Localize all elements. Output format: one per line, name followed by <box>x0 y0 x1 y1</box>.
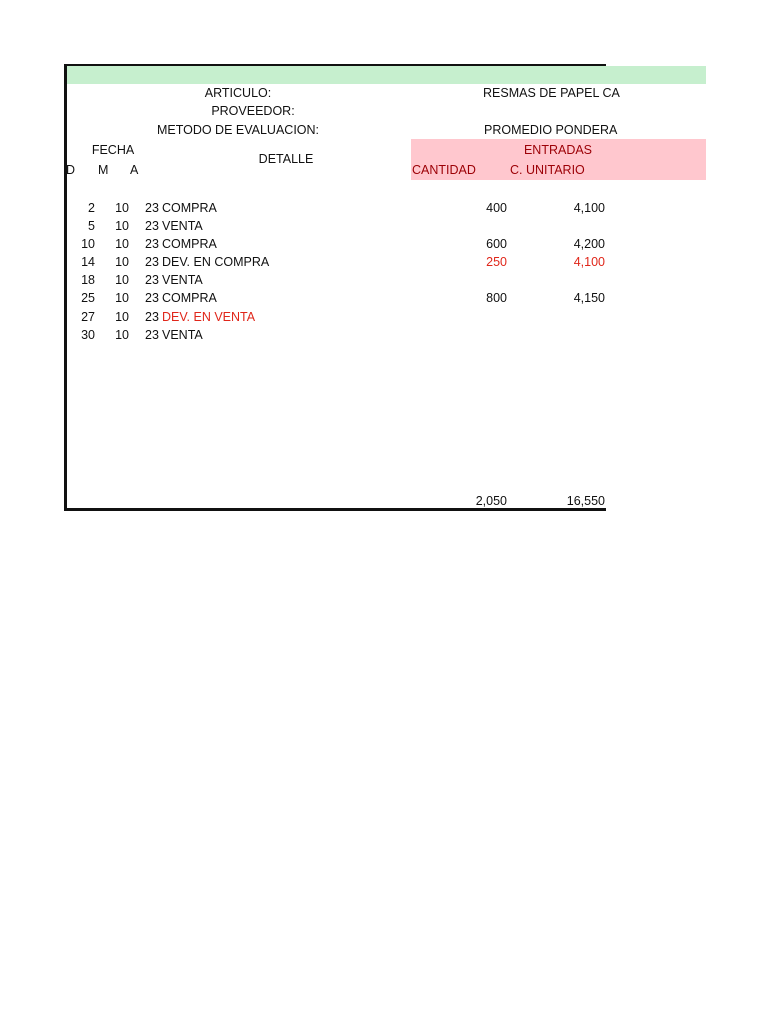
cell-c-unitario: 4,100 <box>573 255 605 269</box>
cell-m: 10 <box>115 273 129 287</box>
fecha-header: FECHA <box>91 143 135 157</box>
cell-detalle: COMPRA <box>162 201 217 215</box>
cell-a: 23 <box>145 255 159 269</box>
cell-detalle: COMPRA <box>162 237 217 251</box>
cell-d: 25 <box>81 291 95 305</box>
cell-m: 10 <box>115 255 129 269</box>
cell-c-unitario: 4,200 <box>573 237 605 251</box>
cell-c-unitario: 4,150 <box>573 291 605 305</box>
cell-a: 23 <box>145 328 159 342</box>
detalle-header: DETALLE <box>258 152 314 166</box>
total-c-unitario: 16,550 <box>566 494 605 508</box>
cell-m: 10 <box>115 201 129 215</box>
cell-a: 23 <box>145 237 159 251</box>
cell-d: 18 <box>81 273 95 287</box>
table-border-top <box>64 64 606 66</box>
articulo-value: RESMAS DE PAPEL CA <box>483 86 620 100</box>
c-unitario-header: C. UNITARIO <box>510 163 585 177</box>
mes-header: M <box>98 163 109 177</box>
cell-d: 14 <box>81 255 95 269</box>
anio-header: A <box>130 163 139 177</box>
articulo-label: ARTICULO: <box>204 86 272 100</box>
cell-m: 10 <box>115 291 129 305</box>
cell-cantidad: 600 <box>486 237 507 251</box>
dia-header: D <box>66 163 76 177</box>
cell-a: 23 <box>145 291 159 305</box>
cell-detalle: VENTA <box>162 273 203 287</box>
cantidad-header: CANTIDAD <box>412 163 476 177</box>
cell-d: 30 <box>81 328 95 342</box>
proveedor-label: PROVEEDOR: <box>211 104 295 118</box>
cell-detalle: COMPRA <box>162 291 217 305</box>
total-cantidad: 2,050 <box>475 494 507 508</box>
cell-detalle: DEV. EN VENTA <box>162 310 256 324</box>
cell-m: 10 <box>115 328 129 342</box>
cell-cantidad: 400 <box>486 201 507 215</box>
cell-cantidad: 800 <box>486 291 507 305</box>
metodo-label: METODO DE EVALUACION: <box>156 123 320 137</box>
cell-detalle: DEV. EN COMPRA <box>162 255 270 269</box>
cell-a: 23 <box>145 201 159 215</box>
table-border-bottom <box>64 508 606 511</box>
cell-a: 23 <box>145 310 159 324</box>
header-band <box>66 66 706 84</box>
cell-cantidad: 250 <box>486 255 507 269</box>
cell-detalle: VENTA <box>162 219 203 233</box>
cell-m: 10 <box>115 237 129 251</box>
cell-d: 2 <box>88 201 95 215</box>
cell-c-unitario: 4,100 <box>573 201 605 215</box>
entradas-header: ENTRADAS <box>523 143 593 157</box>
metodo-value: PROMEDIO PONDERA <box>484 123 618 137</box>
cell-a: 23 <box>145 219 159 233</box>
cell-m: 10 <box>115 219 129 233</box>
cell-detalle: VENTA <box>162 328 203 342</box>
cell-d: 5 <box>88 219 95 233</box>
cell-m: 10 <box>115 310 129 324</box>
cell-d: 27 <box>81 310 95 324</box>
table-border-left <box>64 64 67 511</box>
cell-a: 23 <box>145 273 159 287</box>
cell-d: 10 <box>81 237 95 251</box>
